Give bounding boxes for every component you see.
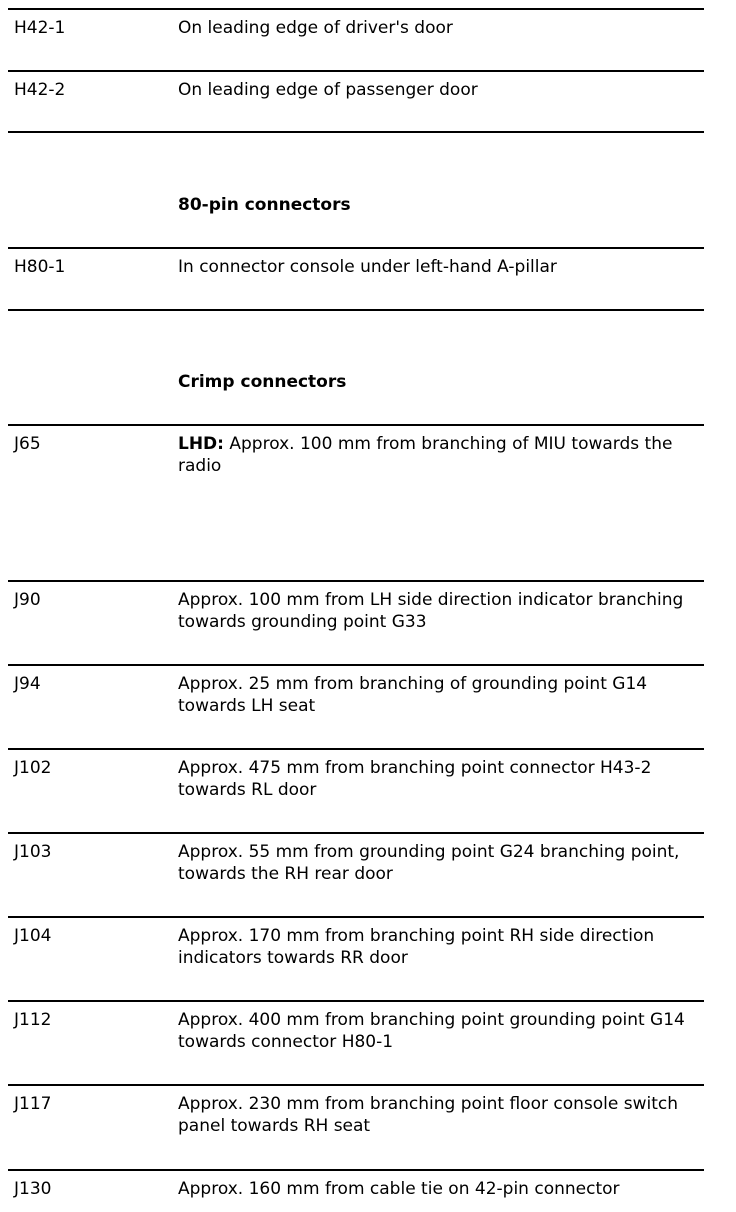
- connector-code: J90: [14, 590, 41, 610]
- connector-code: H42-1: [14, 18, 66, 38]
- connector-location: Approx. 55 mm from grounding point G24 branching point, towards the RH rear door: [178, 842, 680, 884]
- connector-location: Approx. 400 mm from branching point grounding point G14 towards connector H80-1: [178, 1010, 685, 1052]
- row-divider: [8, 1084, 704, 1086]
- row-divider: [8, 131, 704, 133]
- connector-location: [178, 433, 704, 477]
- drive-side-prefix: LHD:: [178, 434, 224, 454]
- connector-code: J117: [14, 1094, 52, 1114]
- connector-code: J103: [14, 842, 52, 862]
- row-divider: [8, 748, 704, 750]
- row-divider: [8, 247, 704, 249]
- connector-location: Approx. 160 mm from cable tie on 42-pin connector: [178, 1179, 620, 1199]
- connector-code: H42-2: [14, 80, 66, 100]
- connector-location-text: Approx. 100 mm from branching of MIU towards the radio: [178, 434, 673, 476]
- connector-code: J104: [14, 926, 52, 946]
- connector-code: H80-1: [14, 257, 66, 277]
- section-heading-crimp: Crimp connectors: [178, 372, 347, 392]
- connector-code: J102: [14, 758, 52, 778]
- connector-location: Approx. 100 mm from LH side direction indicator branching towards grounding point G33: [178, 590, 684, 632]
- connector-location: Approx. 475 mm from branching point connector H43-2 towards RL door: [178, 758, 652, 800]
- connector-code: J65: [14, 434, 41, 454]
- row-divider: [8, 309, 704, 311]
- connector-location: Approx. 230 mm from branching point floor console switch panel towards RH seat: [178, 1094, 678, 1136]
- row-divider: [8, 916, 704, 918]
- row-divider: [8, 580, 704, 582]
- connector-location: Approx. 170 mm from branching point RH side direction indicators towards RR door: [178, 926, 655, 968]
- connector-location: On leading edge of passenger door: [178, 80, 478, 100]
- row-divider: [8, 70, 704, 72]
- row-divider: [8, 1000, 704, 1002]
- connector-location: Approx. 25 mm from branching of grounding point G14 towards LH seat: [178, 674, 648, 716]
- connector-code: J112: [14, 1010, 52, 1030]
- row-divider: [8, 1169, 704, 1171]
- row-divider: [8, 832, 704, 834]
- connector-location: On leading edge of driver's door: [178, 18, 453, 38]
- section-heading-80pin: 80-pin connectors: [178, 195, 351, 215]
- connector-code: J94: [14, 674, 41, 694]
- row-divider: [8, 424, 704, 426]
- row-divider: [8, 8, 704, 10]
- connector-location: In connector console under left-hand A-pillar: [178, 257, 557, 277]
- connector-code: J130: [14, 1179, 52, 1199]
- row-divider: [8, 664, 704, 666]
